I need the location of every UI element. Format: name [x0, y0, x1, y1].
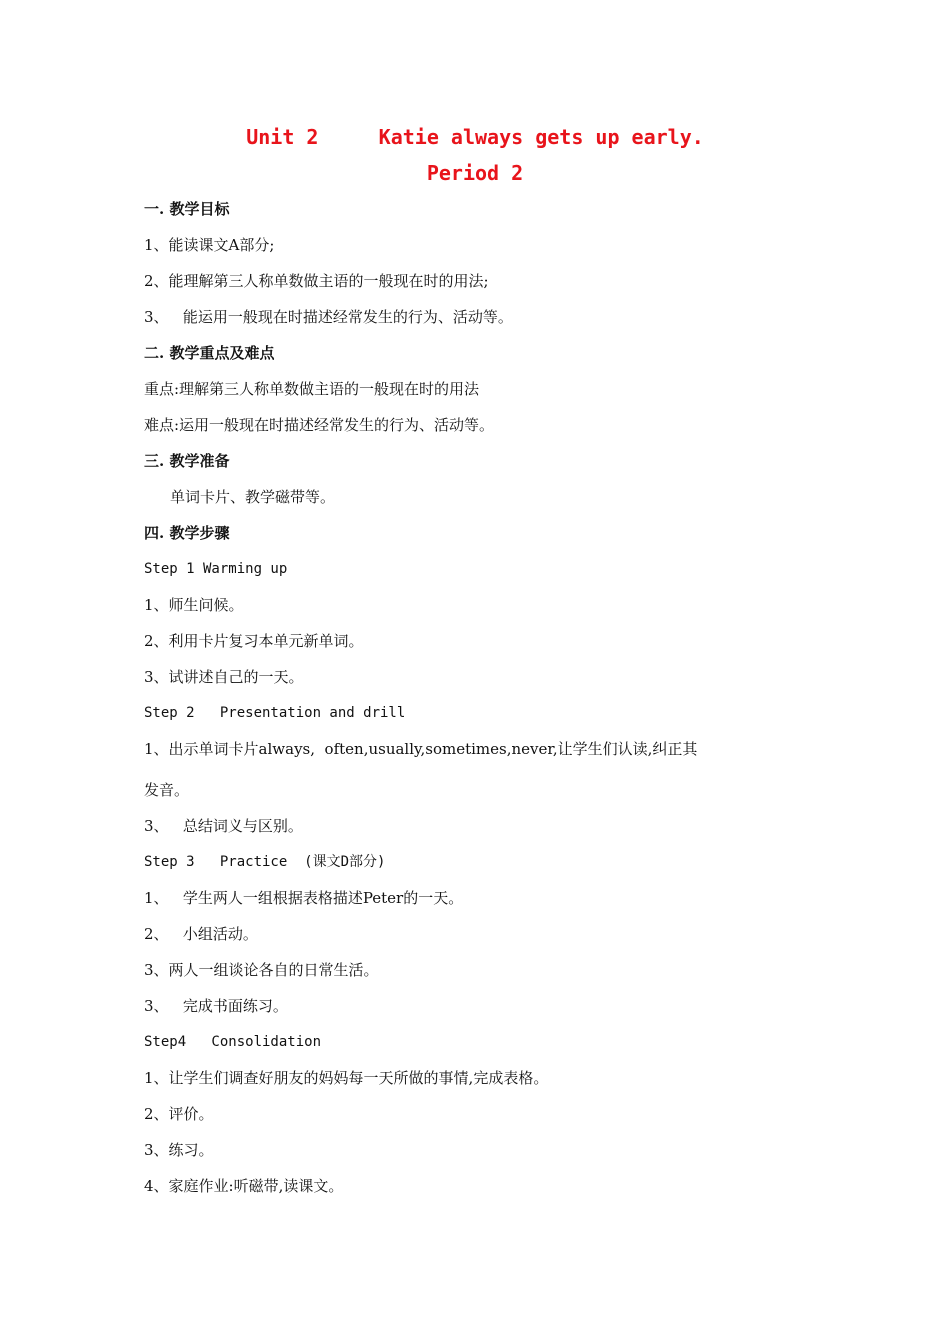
- section-heading-steps: 四. 教学步骤: [144, 524, 230, 542]
- section-heading-preparation: 三. 教学准备: [144, 452, 230, 470]
- preparation-text: 单词卡片、教学磁带等。: [170, 488, 336, 506]
- step-2-item-3: 3、 总结词义与区别。: [144, 817, 303, 835]
- step-3-item-4: 3、 完成书面练习。: [144, 997, 288, 1015]
- step-4-item-1: 1、让学生们调查好朋友的妈妈每一天所做的事情,完成表格。: [144, 1069, 549, 1087]
- step-3-item-2: 2、 小组活动。: [144, 925, 258, 943]
- step-4-heading: Step4 Consolidation: [144, 1034, 322, 1050]
- step-2-heading: Step 2 Presentation and drill: [144, 705, 406, 721]
- section-heading-objectives: 一. 教学目标: [144, 200, 230, 218]
- step-3-item-3: 3、两人一组谈论各自的日常生活。: [144, 961, 379, 979]
- step-1-item-1: 1、师生问候。: [144, 596, 244, 614]
- step-1-item-3: 3、试讲述自己的一天。: [144, 668, 304, 686]
- step-1-item-2: 2、利用卡片复习本单元新单词。: [144, 632, 364, 650]
- step-2-item-1-continued: 发音。: [144, 781, 190, 799]
- step-4-item-2: 2、评价。: [144, 1105, 214, 1123]
- document-subtitle: Period 2: [426, 161, 524, 185]
- step-2-item-1: 1、出示单词卡片always, often,usually,sometimes,never,让学生们认读,纠正其: [144, 740, 698, 758]
- step-3-item-1: 1、 学生两人一组根据表格描述Peter的一天。: [144, 889, 464, 907]
- key-point-text: 重点:理解第三人称单数做主语的一般现在时的用法: [144, 380, 480, 398]
- step-4-item-4: 4、家庭作业:听磁带,读课文。: [144, 1177, 344, 1195]
- objective-item-2: 2、能理解第三人称单数做主语的一般现在时的用法;: [144, 272, 489, 290]
- objective-item-3: 3、 能运用一般现在时描述经常发生的行为、活动等。: [144, 308, 513, 326]
- step-3-heading: Step 3 Practice (课文D部分): [144, 854, 386, 870]
- document-title: Unit 2 Katie always gets up early.: [246, 125, 704, 149]
- step-1-heading: Step 1 Warming up: [144, 561, 288, 577]
- difficult-point-text: 难点:运用一般现在时描述经常发生的行为、活动等。: [144, 416, 495, 434]
- section-heading-key-points: 二. 教学重点及难点: [144, 344, 275, 362]
- objective-item-1: 1、能读课文A部分;: [144, 236, 275, 254]
- step-4-item-3: 3、练习。: [144, 1141, 214, 1159]
